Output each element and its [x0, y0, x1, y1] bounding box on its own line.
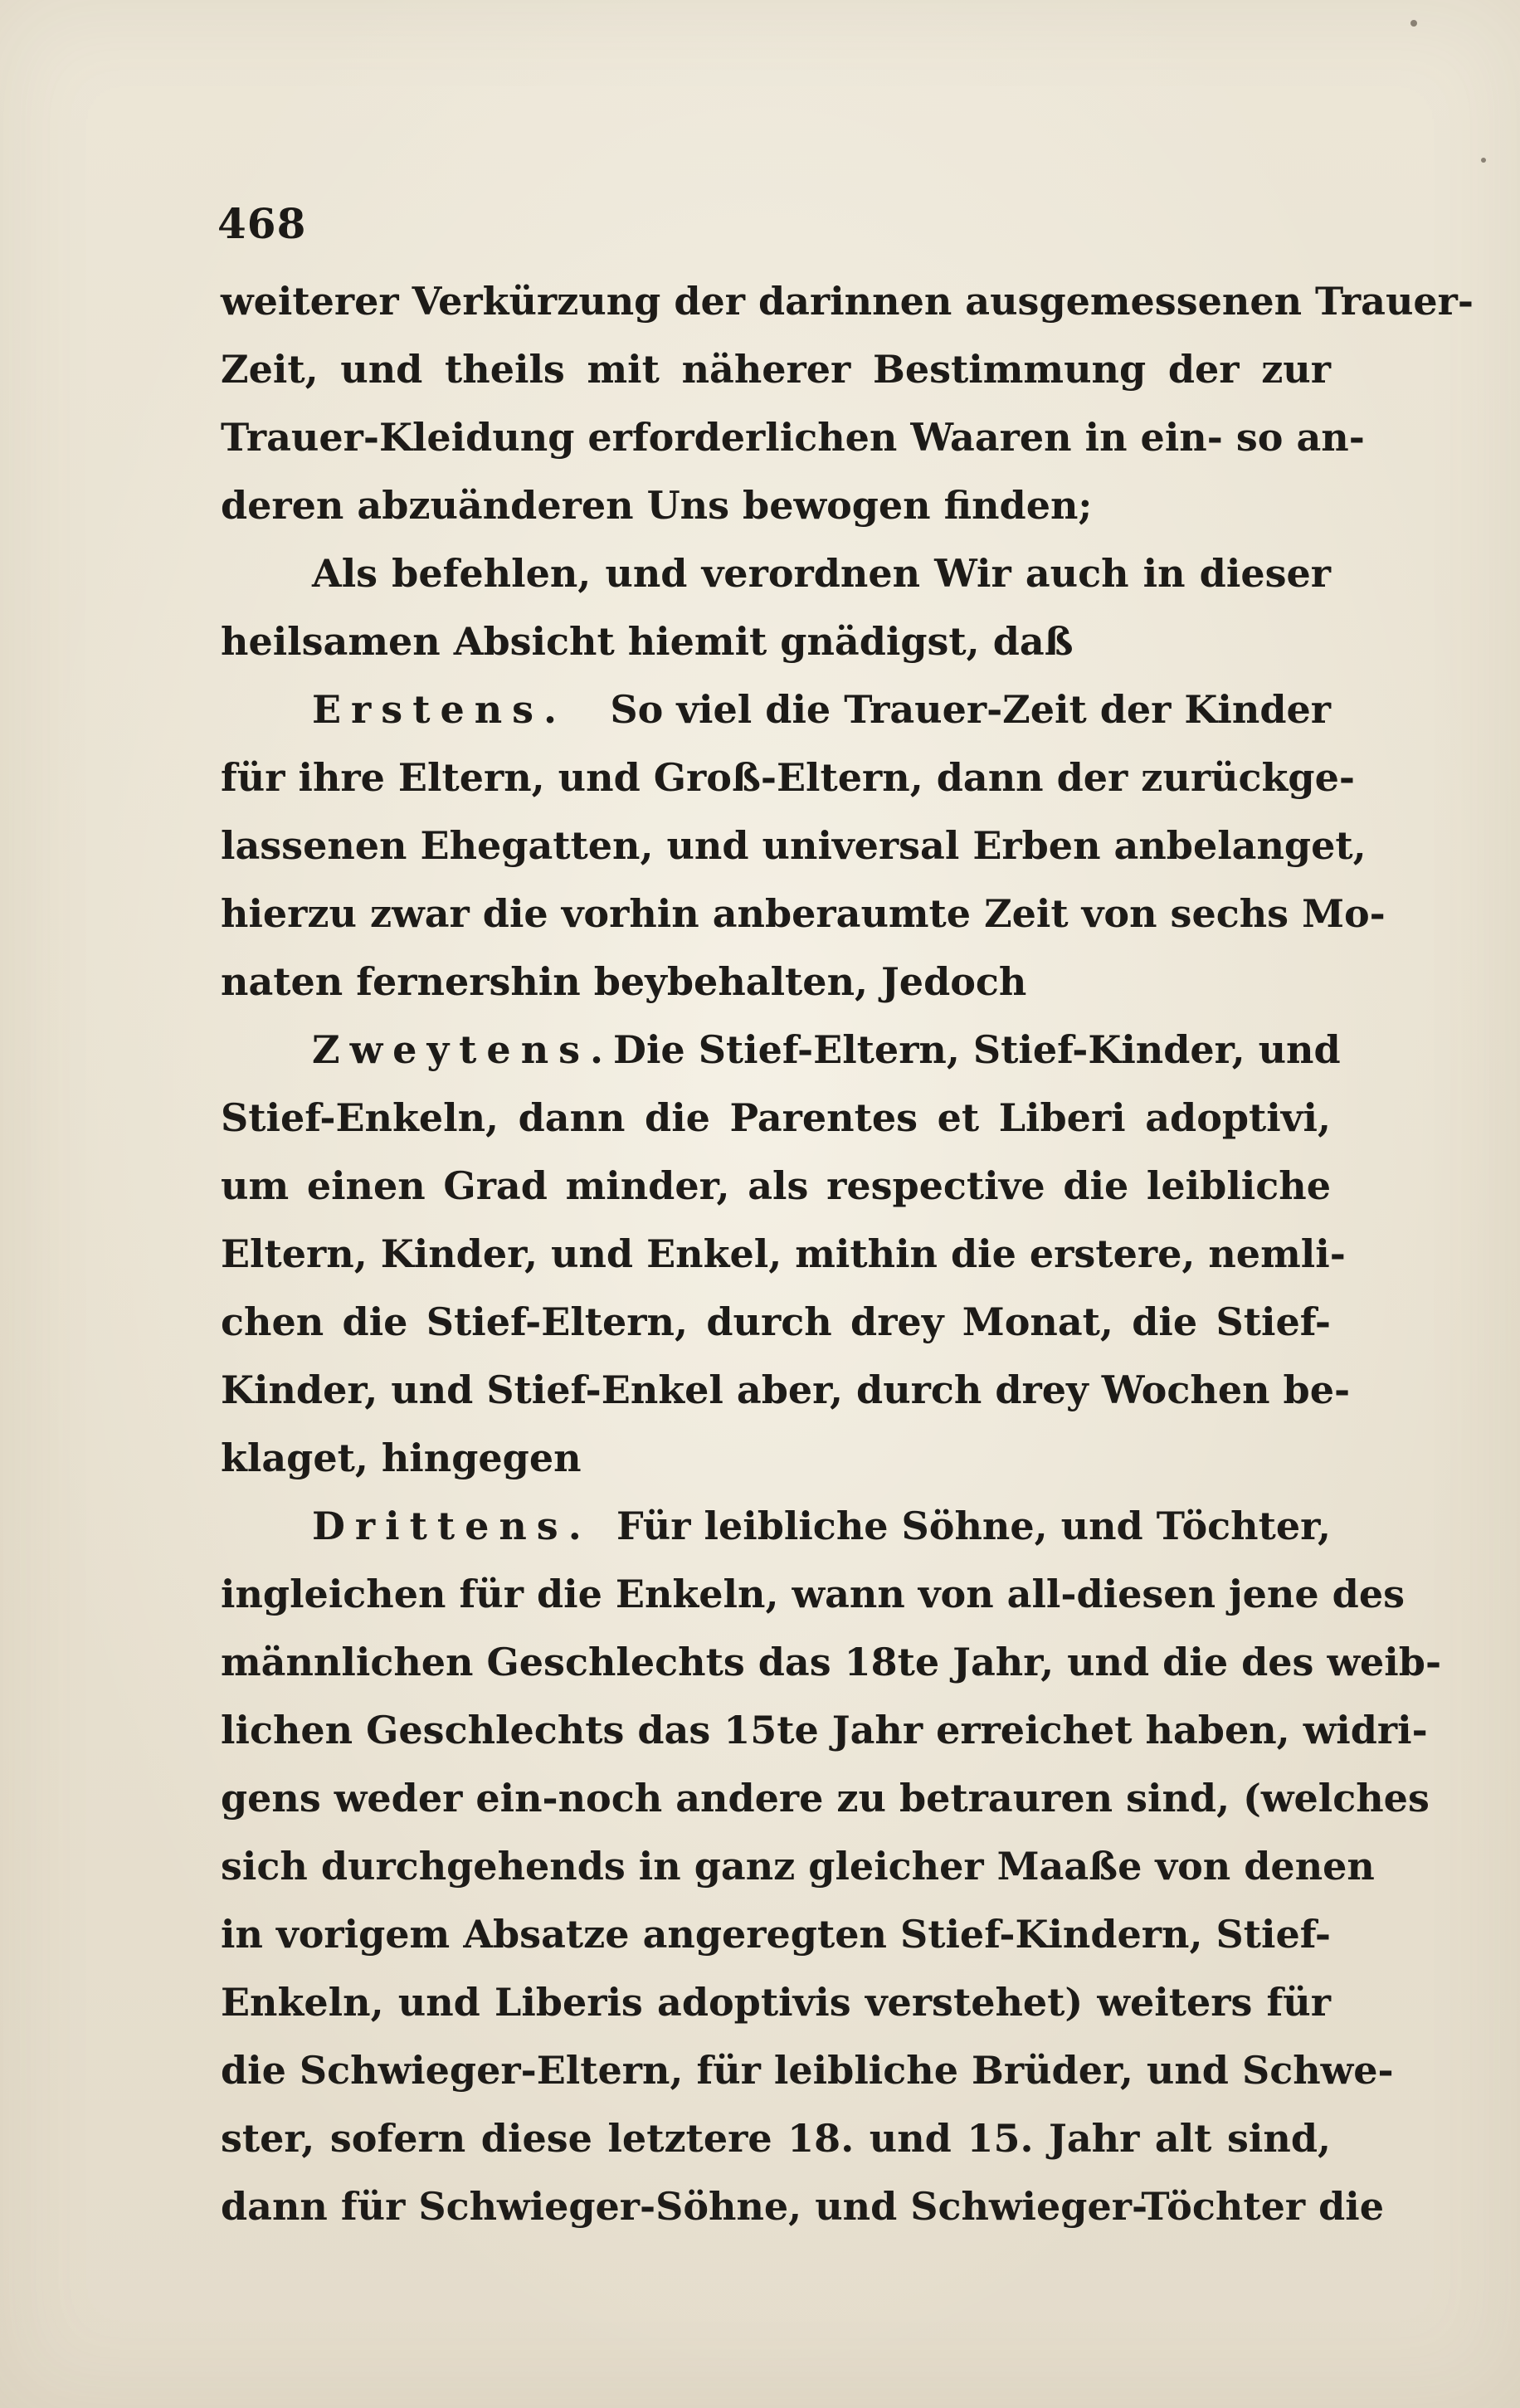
text-line: heilsamen Absicht hiemit gnädigst, daß — [221, 619, 1074, 664]
text-line: Stief-Enkeln, dann die Parentes et Liberi adoptivi, — [221, 1095, 1331, 1140]
text-line: Enkeln, und Liberis adoptivis verstehet) weiters für — [221, 1980, 1331, 2025]
page-number: 468 — [217, 199, 307, 248]
paragraph-erstens — [221, 675, 1331, 743]
text-line: naten fernershin beybehalten, Jedoch — [221, 959, 1027, 1004]
text-line: deren abzuänderen Uns bewogen finden; — [221, 483, 1093, 528]
text-line: für ihre Eltern, und Groß-Eltern, dann der zurückge- — [221, 755, 1355, 800]
text-line: So viel die Trauer-Zeit der Kinder — [610, 687, 1331, 732]
section-heading-erstens: Erstens. — [312, 687, 568, 732]
text-line: dann für Schwieger-Söhne, und Schwieger-Töchter die — [221, 2184, 1384, 2229]
paragraph-drittens — [221, 1492, 1331, 1560]
text-line: Trauer-Kleidung erforderlichen Waaren in ein- so an- — [221, 415, 1365, 460]
text-line: Kinder, und Stief-Enkel aber, durch drey Wochen be- — [221, 1367, 1351, 1412]
text-line: Für leibliche Söhne, und Töchter, — [616, 1504, 1331, 1548]
paragraph-zweytens — [221, 1016, 1341, 1084]
text-line: klaget, hingegen — [221, 1436, 582, 1480]
paper-speck — [1481, 158, 1486, 163]
text-line: um einen Grad minder, als respective die leibliche — [221, 1163, 1331, 1208]
text-line: Eltern, Kinder, und Enkel, mithin die erstere, nemli- — [221, 1231, 1346, 1276]
text-line: sich durchgehends in ganz gleicher Maaße von denen — [221, 1844, 1375, 1889]
text-line: Als befehlen, und verordnen Wir auch in dieser — [312, 551, 1331, 596]
text-line: männlichen Geschlechts das 18te Jahr, und die des weib- — [221, 1640, 1442, 1684]
text-line: gens weder ein-noch andere zu betrauren sind, (welches — [221, 1776, 1430, 1821]
section-heading-zweytens: Zweytens. — [312, 1027, 614, 1072]
text-line: lichen Geschlechts das 15te Jahr erreichet haben, widri- — [221, 1708, 1428, 1752]
text-line: die Schwieger-Eltern, für leibliche Brüder, und Schwe- — [221, 2048, 1394, 2093]
text-line: weiterer Verkürzung der darinnen ausgemessenen Trauer- — [221, 279, 1474, 324]
section-heading-drittens: Drittens. — [312, 1504, 592, 1548]
text-line: in vorigem Absatze angeregten Stief-Kindern, Stief- — [221, 1912, 1331, 1957]
text-line: ingleichen für die Enkeln, wann von all-diesen jene des — [221, 1572, 1405, 1616]
text-line: lassenen Ehegatten, und universal Erben anbelanget, — [221, 823, 1367, 868]
paper-speck — [1410, 20, 1417, 27]
text-line: Die Stief-Eltern, Stief-Kinder, und — [613, 1027, 1341, 1072]
text-line: hierzu zwar die vorhin anberaumte Zeit von sechs Mo- — [221, 891, 1386, 936]
text-line: chen die Stief-Eltern, durch drey Monat, die Stief- — [221, 1299, 1331, 1344]
text-line: ster, sofern diese letztere 18. und 15. Jahr alt sind, — [221, 2116, 1331, 2161]
body-text — [221, 267, 1474, 2240]
text-line: Zeit, und theils mit näherer Bestimmung der zur — [221, 347, 1331, 392]
